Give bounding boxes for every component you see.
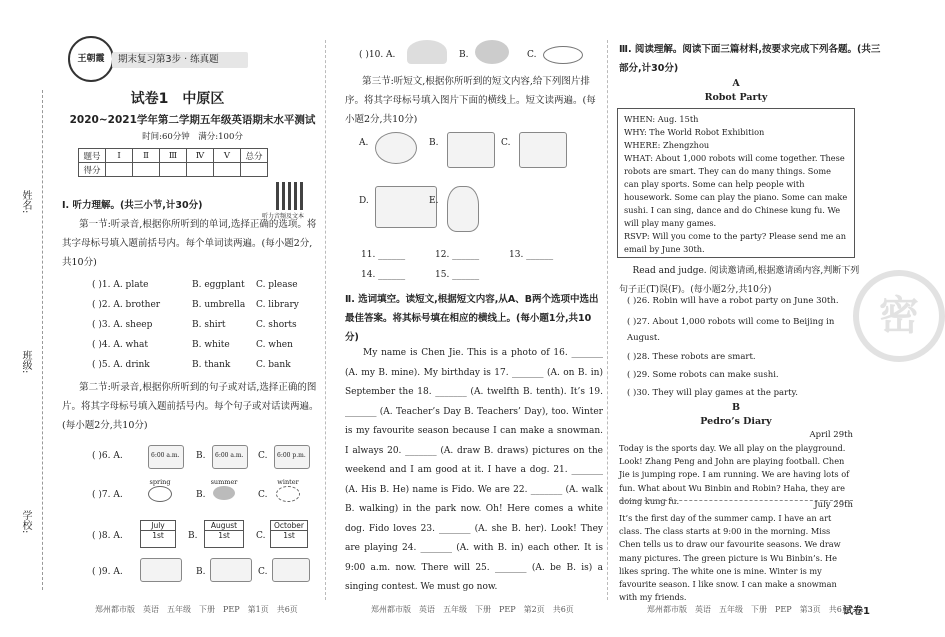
blank-14[interactable]: 14. ______ [361,270,406,280]
diary2-date: July 29th [814,500,853,510]
q6-pic-a [148,445,184,469]
q3-a: ( )3. A. sheep [92,320,153,330]
judge-q29: ( )29. Some robots can make sushi. [627,370,779,380]
section-b-label: B [731,402,741,413]
blank-11[interactable]: 11. ______ [361,250,406,260]
q8-opt-b: B. [188,531,198,541]
logo-badge: 王朝霞 [68,36,114,82]
pic-label-e: E. [429,196,439,206]
q6-pic-c [274,445,310,469]
q1-a: ( )1. A. plate [92,280,149,290]
part1-sec2: 第二节:听录音,根据你所听到的句子或对话,选择正确的图片。将其字母标号填入题前括号内。每个句子或对话读两遍。(每小题2分,共10分) [62,382,319,431]
judge-q28: ( )28. These robots are smart. [627,352,756,362]
month-label: October [271,521,307,531]
q5-b: B. thank [192,360,231,370]
q9-opt-c: C. [258,567,268,577]
q9-pic-a [140,558,182,582]
q2-a: ( )2. A. brother [92,300,161,310]
score-cell: Ⅴ [214,149,241,163]
part1-heading: Ⅰ. 听力理解。(共三小节,计30分) [62,200,203,211]
day-label: 1st [152,531,164,540]
q4-a: ( )4. A. what [92,340,149,350]
month-label: July [141,521,175,531]
score-cell: 总分 [241,149,268,163]
judge-q26: ( )26. Robin will have a robot party on June 30th. [627,296,839,306]
calendar-b [204,520,244,548]
qr-caption: 听力音频及文本 [262,213,305,220]
blank-13[interactable]: 13. ______ [509,250,554,260]
section-a-label: A [732,78,740,89]
q6-opt-c: C. [258,451,268,461]
name-label: 姓名: [20,190,31,214]
season-label: spring [149,478,171,486]
qr-code-icon [276,182,304,210]
q1-c: C. please [256,280,298,290]
tree-icon [142,478,178,508]
invite-rsvp: RSVP: Will you come to the party? Please send me an email by June 30th. [624,231,846,254]
q6-pic-b [212,445,248,469]
blank-15[interactable]: 15. ______ [435,270,480,280]
q1-b: B. eggplant [192,280,245,290]
paper-time: 时间:60分钟 满分:100分 [142,132,243,142]
invite-why: WHY: The World Robot Exhibition [624,127,765,137]
pic-label-a: A. [359,138,369,148]
pic-label-c: C. [501,138,511,148]
day-label: 1st [283,531,295,540]
q3-b: B. shirt [192,320,226,330]
q8-label: ( )8. A. [92,531,123,541]
paper-title: 试卷1 中原区 [130,91,225,107]
q5-a: ( )5. A. drink [92,360,150,370]
footer-page2: 郑州都市版 英语 五年级 下册 PEP 第2页 共6页 [371,605,574,614]
q10-opt-c: C. [527,50,537,60]
school-label: 学校: [20,510,31,534]
q7-opt-c: C. [258,490,268,500]
invite-when: WHEN: Aug. 15th [624,114,699,124]
q2-b: B. umbrella [192,300,246,310]
picture-b [447,132,495,168]
q3-c: C. shorts [256,320,297,330]
pic-label-d: D. [359,196,369,206]
season-label: summer [210,478,238,486]
score-cell[interactable] [187,163,214,177]
score-cell[interactable] [214,163,241,177]
q5-c: C. bank [256,360,291,370]
score-cell: 得分 [79,163,106,177]
tree-icon [206,478,242,508]
footer-page1: 郑州都市版 英语 五年级 下册 PEP 第1页 共6页 [95,605,298,614]
invite-what: WHAT: About 1,000 robots will come together. These robots are smart. They can do many things. Some can play sports. Some can help people with housework. Some can play the piano. Some can make sushi. I can sing, dance and do Chinese kung fu. We will play many games. [624,153,848,228]
section-a-instructions: Read and judge. 阅读邀请函,根据邀请函内容,判断下列句子正(T)误(F)。(每小题2分,共10分) [619,266,860,295]
q10-opt-b: B. [459,50,469,60]
header-banner: 期末复习第3步 · 练真题 [112,52,248,68]
q6-opt-b: B. [196,451,206,461]
confidential-stamp: 密 [853,270,945,362]
calendar-c [270,520,308,548]
q2-c: C. library [256,300,299,310]
score-cell[interactable] [160,163,187,177]
score-cell[interactable] [241,163,268,177]
picture-e [447,186,479,232]
invitation-box [617,108,855,258]
score-cell[interactable] [106,163,133,177]
page-1 [0,0,325,637]
pic-label-b: B. [429,138,439,148]
bread-icon [475,40,509,64]
q9-pic-b [210,558,252,582]
diary1-date: April 29th [809,430,853,440]
day-label: 1st [218,531,230,540]
q9-label: ( )9. A. [92,567,123,577]
q9-opt-b: B. [196,567,206,577]
part2-heading: Ⅱ. 选词填空。读短文,根据短文内容,从A、B两个选项中选出最佳答案。将其标号填在相应的横线上。(每小题1分,共10分) [345,294,599,343]
q4-c: C. when [256,340,293,350]
class-label: 班级: [20,350,31,374]
score-cell: Ⅱ [133,149,160,163]
plate-icon [543,46,583,64]
picture-c [519,132,567,168]
judge-q30: ( )30. They will play games at the party. [627,388,798,398]
footer-page3: 郑州都市版 英语 五年级 下册 PEP 第3页 共6页 [647,605,850,614]
tree-icon [270,478,306,508]
section-b-title: Pedro’s Diary [700,416,772,427]
page-3 [607,0,919,637]
part1-sec1: 第一节:听录音,根据你所听到的单词,选择正确的选项。将其字母标号填入题前括号内。每个单词读两遍。(每小题2分,共10分) [62,219,317,268]
q10-label: ( )10. A. [359,50,396,60]
page-2 [325,0,607,637]
season-label: winter [277,478,299,486]
part1-sec3: 第三节:听短文,根据你所听到的短文内容,给下列图片排序。将其字母标号填入图片下面的横线上。短文读两遍。(每小题2分,共10分) [345,76,596,125]
part2-passage: My name is Chen Jie. This is a photo of 16. _______ (A. my B. mine). My birthday is 17. _______ (A. on B. in) September the 18. _______ (A. twelfth B. tenth). It’s 19. _______ (A. Teacher’s Day B. Teachers’ Day), too. Winter is my favourite season because I can make a snowman. I always 20. _______ (A. draw B. draws) pictures on the weekend and I am good at it. I have a dog. 21. _______ (A. His B. He) name is Fido. We are 22. _______ (A. walk B. walking) in the park now. Oh! Here comes a white dog. Fido loves 23. _______ (A. she B. her). Look! They are playing 24. _______ (A. with B. in) each other. It is 9:00 a.m. now. There will 25. _______ (A. be B. is) a singing contest. We must go now. [345,348,603,592]
time-label: 6:00 p.m. [277,452,306,459]
blank-12[interactable]: 12. ______ [435,250,480,260]
score-table [78,148,268,177]
time-label: 6:00 a.m. [151,452,180,459]
score-cell: Ⅲ [160,149,187,163]
q8-opt-c: C. [256,531,266,541]
diary2-text: It’s the first day of the summer camp. I have an art class. The class starts at 9:00 in the morning. Miss Chen tells us to draw our favourite seasons. We draw many pictures. The green picture is Wu Binbin’s. He likes spring. The white one is mine. Winter is my favourite season. I like snow. I can make a snowman with my friends. [619,513,841,603]
section-a-title: Robot Party [704,92,768,103]
picture-a [375,132,417,164]
q7-label: ( )7. A. [92,490,123,500]
invite-where: WHERE: Zhengzhou [624,140,710,150]
score-cell: Ⅳ [187,149,214,163]
picture-d [375,186,437,228]
score-cell: Ⅰ [106,149,133,163]
q7-opt-b: B. [196,490,206,500]
footer-tag: 试卷1 [843,606,870,617]
month-label: August [205,521,243,531]
time-label: 6:00 a.m. [215,452,244,459]
cake-icon [407,40,447,64]
score-cell[interactable] [133,163,160,177]
score-cell: 题号 [79,149,106,163]
q4-b: B. white [192,340,230,350]
judge-q27: ( )27. About 1,000 robots will come to Beijing in August. [627,317,835,343]
q9-pic-c [272,558,310,582]
calendar-a [140,520,176,548]
diary1-text: Today is the sports day. We all play on the playground. Look! Zhang Peng and John are playing football. Chen Jie is jumping rope. I am running. We are having lots of fun. What about Wu Binbin and Robin? Haha, they are doing kung fu. [619,443,850,506]
q6-label: ( )6. A. [92,451,123,461]
part3-heading: Ⅲ. 阅读理解。阅读下面三篇材料,按要求完成下列各题。(共三部分,计30分) [619,44,881,74]
paper-subtitle: 2020~2021学年第二学期五年级英语期末水平测试 [69,114,316,126]
